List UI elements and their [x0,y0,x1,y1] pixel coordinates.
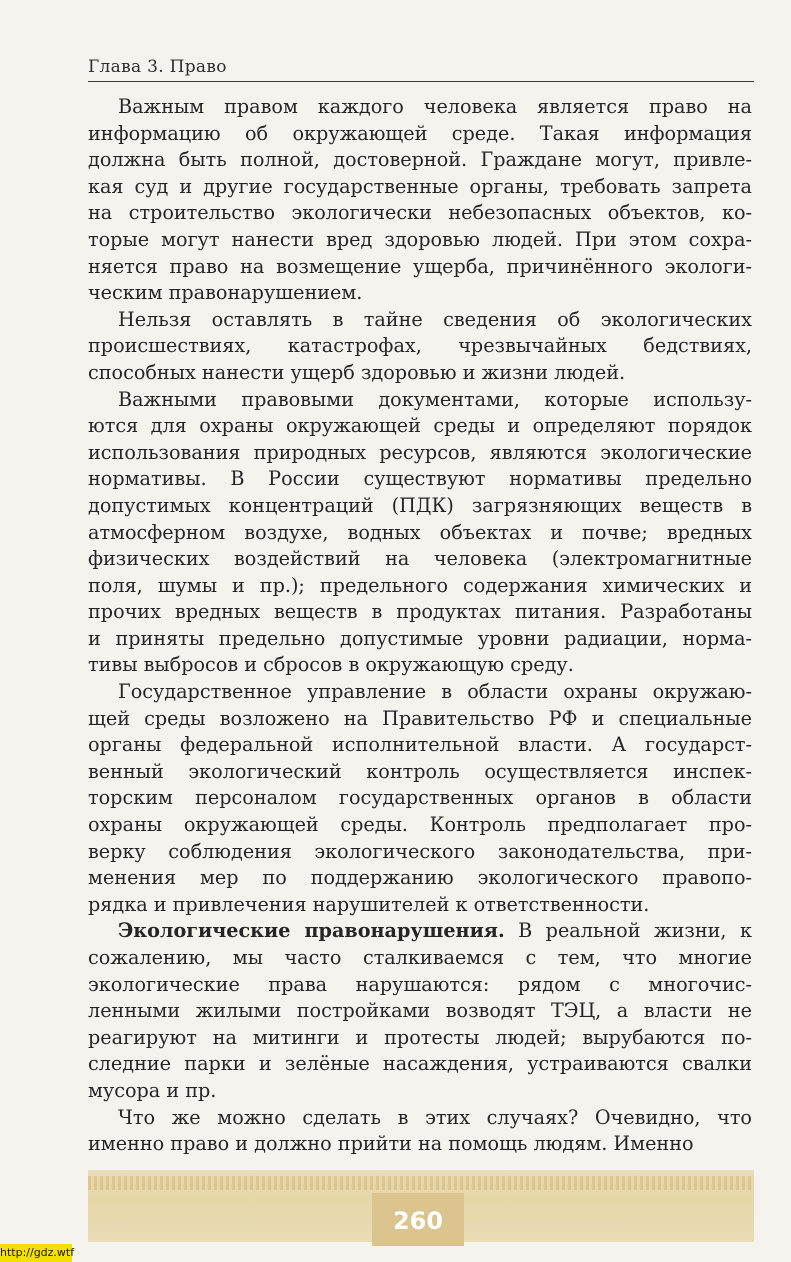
paragraph [88,679,752,918]
watermark-link[interactable]: http://gdz.wtf [0,1244,72,1262]
text-line: атмосферном воздухе, водных объектах и почве; вредных [88,520,752,544]
text-line: Государственное управление в области охраны окружаю- [118,680,752,704]
text-line: торые могут нанести вред здоровью людей. При этом сохра- [88,227,752,251]
text-line: ются для охраны окружающей среды и определяют порядок [88,414,752,438]
text-line: допустимых концентраций (ПДК) загрязняющих веществ в [88,493,752,517]
text-line: поля, шумы и пр.); предельного содержания химических и [88,573,752,597]
text-line: Важными правовыми документами, которые использу- [118,387,752,411]
page-body-text [88,94,752,1158]
footer-stripe [88,1176,754,1190]
paragraph [88,307,752,387]
text-line: использования природных ресурсов, являются экологические [88,440,752,464]
text-line: сожалению, мы часто сталкиваемся с тем, что многие [88,946,752,969]
running-header [88,55,754,82]
text-line: следние парки и зелёные насаждения, устраиваются свалки [88,1052,752,1076]
text-line: ленными жилыми постройками возводят ТЭЦ, а власти не [88,999,752,1023]
text-line: должна быть полной, достоверной. Граждане могут, привле- [88,148,752,172]
text-line: на строительство экологически небезопасных объектов, ко- [88,201,752,225]
text-line: нормативы. В России существуют нормативы предельно [88,467,752,491]
text-line [88,918,752,945]
text-line: венный экологический контроль осуществляется инспек- [88,759,752,783]
text-line: прочих вредных веществ в продуктах питания. Разработаны [88,600,752,624]
text-line: менения мер по поддержанию экологического правопо- [88,866,752,890]
bold-term: Экологические правонарушения. [118,919,505,943]
text-line: кая суд и другие государственные органы, требовать запрета [88,174,752,198]
text-line: торским персоналом государственных органов в области [88,786,752,810]
text-line: Что же можно сделать в этих случаях? Очевидно, что [118,1105,752,1129]
text-line: няется право на возмещение ущерба, причинённого экологи- [88,254,752,278]
text-line: верку соблюдения экологического законодательства, при- [88,839,752,863]
text-line: Нельзя оставлять в тайне сведения об экологических [118,307,752,331]
text-line: Важным правом каждого человека является право на [118,95,752,118]
text-line: органы федеральной исполнительной власти. А государст- [88,733,752,757]
text-line: мусора и пр. [88,1078,217,1102]
chapter-title: Глава 3. Право [88,57,227,77]
text-line: способных нанести ущерб здоровью и жизни людей. [88,360,626,384]
page-number-box [372,1193,464,1246]
text-line: тивы выбросов и сбросов в окружающую среду. [88,653,574,677]
page-number: 260 [392,1207,444,1235]
text-line: физических воздействий на человека (электромагнитные [88,547,752,571]
text-line: и приняты предельно допустимые уровни радиации, норма- [88,626,752,650]
text-line: щей среды возложено на Правительство РФ и специальные [88,706,752,730]
paragraph [88,387,752,680]
text-line: именно право и должно прийти на помощь людям. Именно [88,1132,694,1156]
text-line: ческим правонарушением. [88,281,363,305]
text-line: реагируют на митинги и протесты людей; вырубаются по- [88,1025,752,1049]
text-line: происшествиях, катастрофах, чрезвычайных бедствиях, [88,334,752,358]
paragraph [88,94,752,307]
text-line: информацию об окружающей среде. Такая информация [88,121,752,145]
text-line: охраны окружающей среды. Контроль предполагает про- [88,813,752,837]
paragraph [88,918,752,1104]
text-line: экологические права нарушаются: рядом с многочис- [88,972,752,996]
paragraph [88,1105,752,1158]
text-line: рядка и привлечения нарушителей к ответственности. [88,892,650,916]
lead-text: В реальной жизни, к [504,919,752,943]
